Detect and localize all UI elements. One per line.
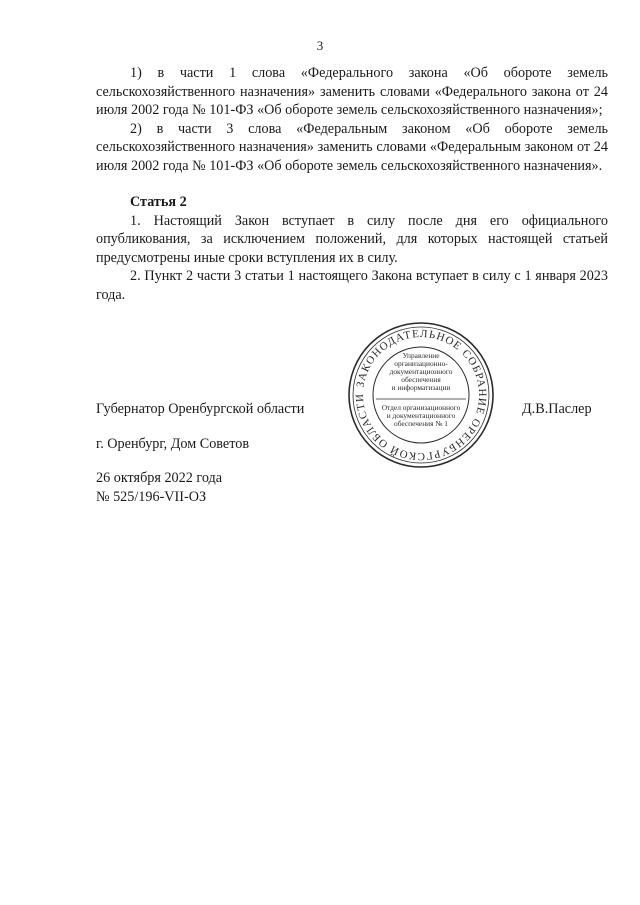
signatory-position: Губернатор Оренбургской области — [96, 401, 305, 417]
svg-text:ЗАКОНОДАТЕЛЬНОЕ СОБРАНИЕ ОРЕНБ — [354, 328, 488, 462]
article-title: Статья 2 — [130, 194, 187, 210]
seal-outer-text: ЗАКОНОДАТЕЛЬНОЕ СОБРАНИЕ ОРЕНБУРГСКОЙ ОБЛАСТИ — [353, 327, 489, 463]
seal-inner-line: обеспечения — [401, 375, 441, 384]
article-item-2: 2. Пункт 2 части 3 статьи 1 настоящего Закона вступает в силу с 1 января 2023 года. — [96, 268, 608, 303]
official-seal — [346, 320, 496, 470]
seal-inner-line: документационного — [389, 367, 453, 376]
page-number: 3 — [316, 38, 324, 53]
seal-inner-line: организационно- — [394, 359, 448, 368]
law-number: № 525/196-VII-ОЗ — [96, 489, 207, 505]
seal-bottom-line: Отдел организационного — [381, 403, 461, 412]
signing-place: г. Оренбург, Дом Советов — [96, 436, 250, 452]
signing-date: 26 октября 2022 года — [96, 470, 223, 486]
amendment-paragraph-1: 1) в части 1 слова «Федерального закона «Об обороте земель сельскохозяйственного назначения» заменить словами «Федерального закона от 24 июля 2002 года № 101-ФЗ «Об обороте земель сельскохозяйственного назначения»; — [96, 65, 608, 118]
seal-bottom-line: и документационного — [386, 411, 456, 420]
amendment-paragraph-2: 2) в части 3 слова «Федеральным законом «Об обороте земель сельскохозяйственного назначения» заменить словами «Федеральным законом от 24 июля 2002 года № 101-ФЗ «Об обороте земель сельскохозяйственного назначения». — [96, 120, 608, 174]
seal-bottom-line: обеспечения № 1 — [394, 419, 448, 428]
article-item-1: 1. Настоящий Закон вступает в силу после дня его официального опубликования, за исключением положений, для которых настоящей статьей предусмотрены иные сроки вступления их в силу. — [96, 212, 608, 266]
signatory-name: Д.В.Паслер — [522, 401, 592, 417]
seal-inner-line: и информатизации — [391, 383, 451, 392]
seal-graphic — [346, 320, 496, 470]
document-body — [96, 64, 608, 304]
seal-inner-line: Управление — [402, 351, 440, 360]
